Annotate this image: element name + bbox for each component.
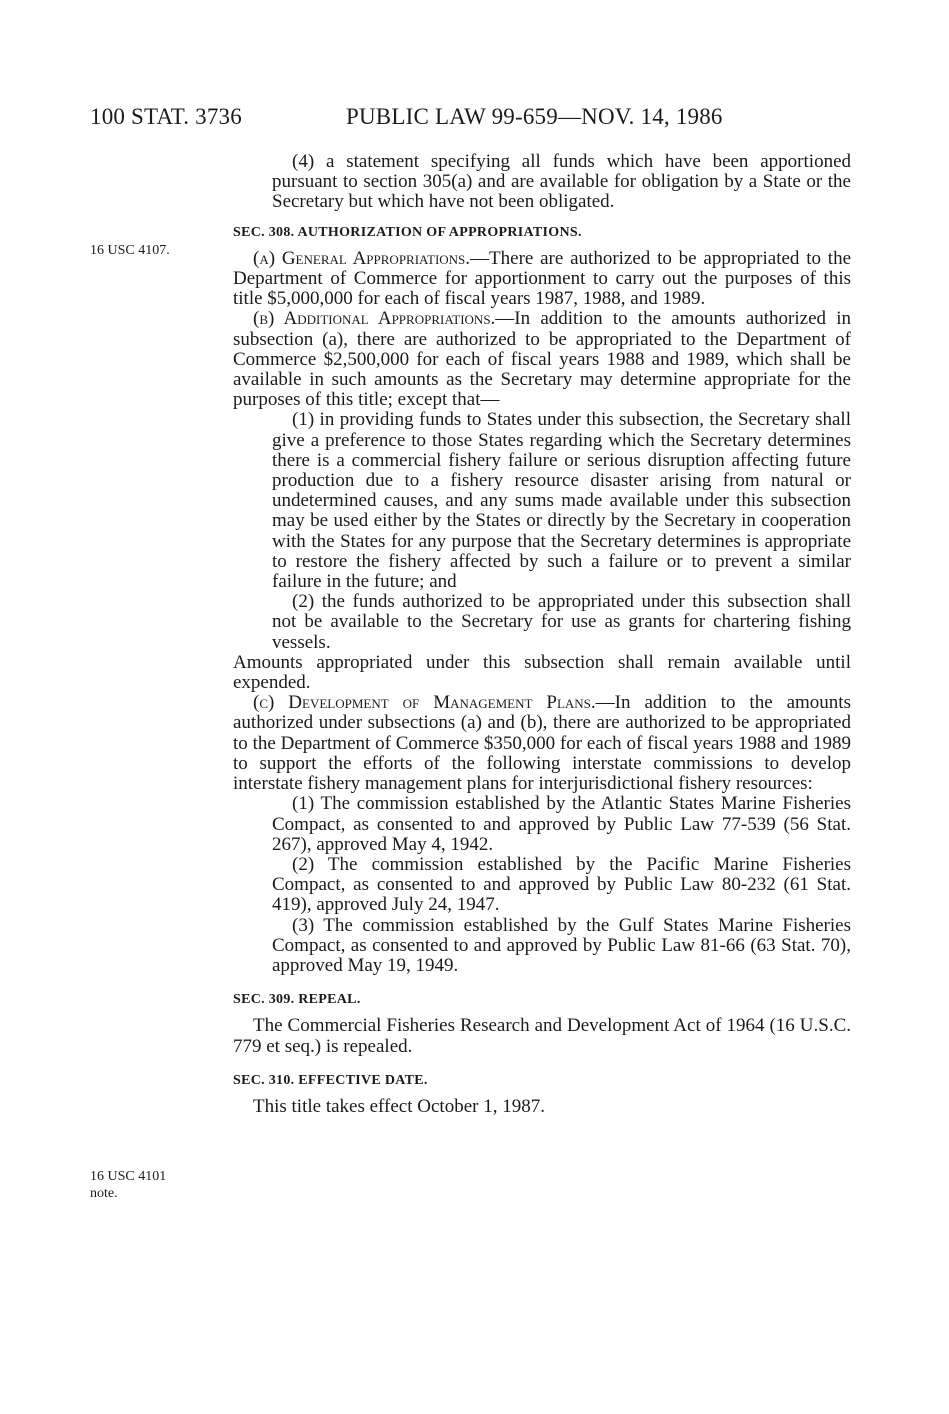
subsection-a-text: There are authorized to be appropriated to the Department of Commerce for apportionment to carry out the purposes of this title $5,000,000 for each of fiscal years 1987, 1988, and 1989.	[233, 247, 851, 310]
subsection-c	[233, 693, 851, 794]
subsection-a-heading: (a) General Appropriations.—	[253, 247, 490, 269]
public-law-title: PUBLIC LAW 99-659—NOV. 14, 1986	[346, 104, 723, 129]
section-308-heading: SEC. 308. AUTHORIZATION OF APPROPRIATIONS.	[233, 224, 582, 240]
subsection-b-text: In addition to the amounts authorized in subsection (a), there are authorized to be appropriated to the Department of Commerce $2,500,000 for each of fiscal years 1988 and 1989, which shall be available in such amounts as the Secretary may determine appropriate for the purposes of this title; except that—	[233, 308, 851, 411]
subsection-a	[233, 249, 851, 310]
section-309-text: The Commercial Fisheries Research and Development Act of 1964 (16 U.S.C. 779 et seq.) is repealed.	[233, 1015, 851, 1057]
section-309-heading: SEC. 309. REPEAL.	[233, 992, 361, 1008]
subsection-c-paragraph-2: (2) The commission established by the Pacific Marine Fisheries Compact, as consented to and approved by Public Law 80-232 (61 Stat. 419), approved July 24, 1947.	[272, 853, 851, 916]
subsection-b-paragraph-1: (1) in providing funds to States under this subsection, the Secretary shall give a preference to those States regarding which the Secretary determines there is a commercial fishery failure or serious disruption affecting future production due to a fishery resource disaster arising from natural or undetermined causes, and any sums made available under this subsection may be used either by the States or directly by the Secretary in cooperation with the States for any purpose that the Secretary determines is appropriate to restore the fishery affected by such a failure or to prevent a similar failure in the future; and	[272, 409, 851, 593]
document-body	[233, 152, 851, 1117]
section-310-text: This title takes effect October 1, 1987.	[253, 1095, 545, 1117]
subsection-b-paragraph-2: (2) the funds authorized to be appropriated under this subsection shall not be available to the Secretary for use as grants for chartering fishing vessels.	[272, 591, 851, 653]
section-310-heading: SEC. 310. EFFECTIVE DATE.	[233, 1072, 428, 1088]
margin-note-sec308: 16 USC 4107.	[90, 243, 170, 258]
paragraph-item-4: (4) a statement specifying all funds which have been apportioned pursuant to section 305(a) and are available for obligation by a State or the Secretary but which have not been obligated.	[272, 151, 851, 213]
subsection-b-tail: Amounts appropriated under this subsection shall remain available until expended.	[233, 651, 851, 694]
stat-page-number: 100 STAT. 3736	[90, 104, 242, 129]
subsection-c-paragraph-3: (3) The commission established by the Gulf States Marine Fisheries Compact, as consented to and approved by Public Law 81-66 (63 Stat. 70), approved May 19, 1949.	[272, 914, 851, 976]
margin-note-sec310-line1: 16 USC 4101	[90, 1169, 167, 1184]
subsection-b	[233, 309, 851, 410]
subsection-c-heading: (c) Development of Management Plans.—	[253, 692, 615, 714]
margin-note-sec310-line2: note.	[90, 1186, 118, 1201]
subsection-b-heading: (b) Additional Appropriations.—	[253, 308, 515, 330]
page-header	[90, 104, 730, 138]
subsection-c-text: In addition to the amounts authorized under subsections (a) and (b), there are authorized to be appropriated to the Department of Commerce $350,000 for each of fiscal years 1988 and 1989 to support the efforts of the following interstate commissions to develop interstate fishery management plans for interjurisdictional fishery resources:	[233, 692, 851, 795]
subsection-c-paragraph-1: (1) The commission established by the Atlantic States Marine Fisheries Compact, as consented to and approved by Public Law 77-539 (56 Stat. 267), approved May 4, 1942.	[272, 793, 851, 855]
